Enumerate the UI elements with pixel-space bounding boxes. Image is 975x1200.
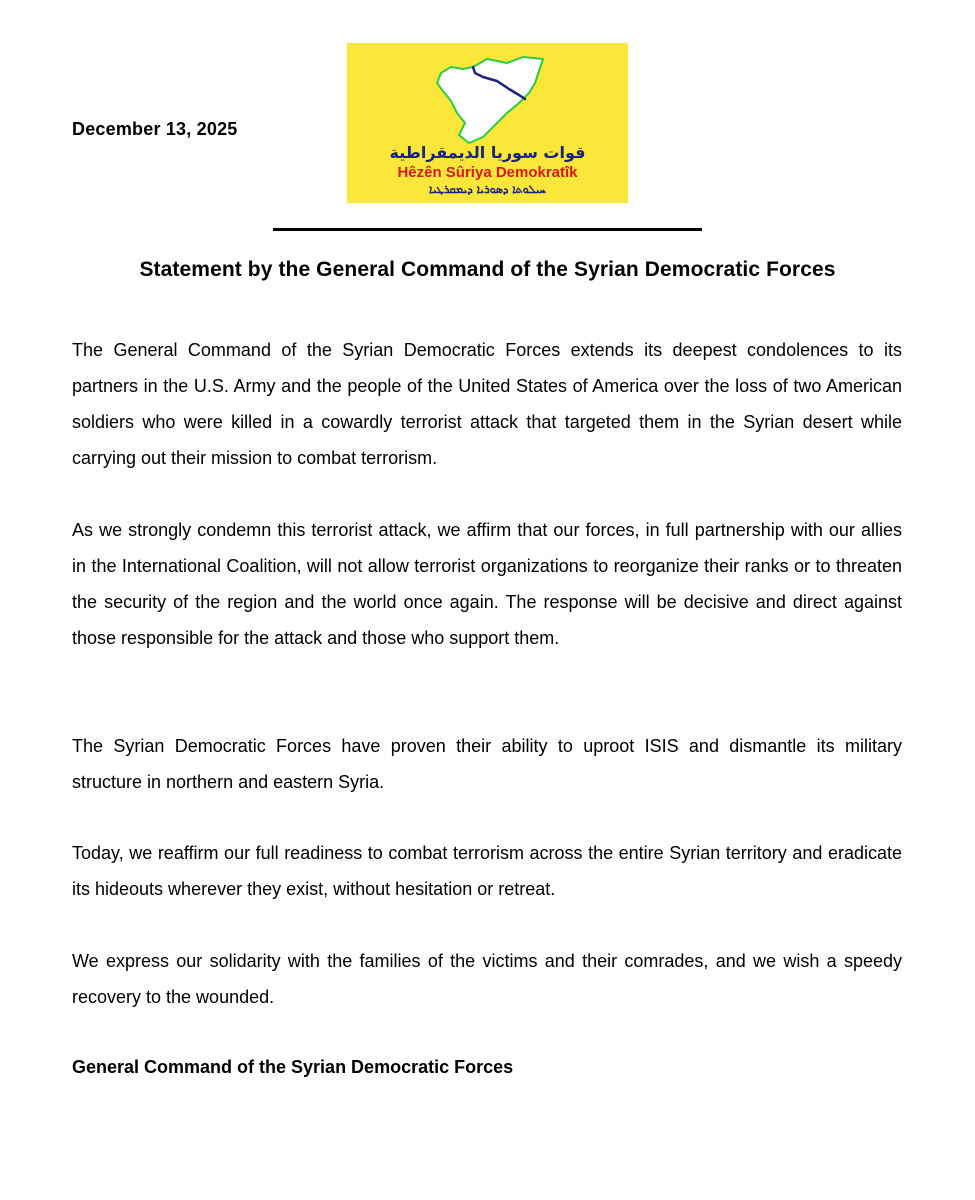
statement-date: December 13, 2025 bbox=[72, 119, 238, 139]
logo-kurdish-text: Hêzên Sûriya Demokratîk bbox=[397, 164, 578, 181]
document-title: Statement by the General Command of the Syrian Democratic Forces bbox=[139, 258, 836, 281]
paragraph-condemnation: As we strongly condemn this terrorist attack, we affirm that our forces, in full partnership with our allies in the International Coalition, will not allow terrorist organizations to reorganize their ranks or to threaten the security of the region and the world once again. The response will be decisive and direct against those responsible for the attack and those who support them. bbox=[72, 520, 902, 648]
paragraph-condolences: The General Command of the Syrian Democratic Forces extends its deepest condolences to its partners in the U.S. Army and the people of the United States of America over the loss of two American soldiers who were killed in a cowardly terrorist attack that targeted them in the Syrian desert while carrying out their mission to combat terrorism. bbox=[72, 340, 902, 468]
paragraph-solidarity: We express our solidarity with the families of the victims and their comrades, and we wish a speedy recovery to the wounded. bbox=[72, 951, 902, 1007]
paragraph-readiness: Today, we reaffirm our full readiness to combat terrorism across the entire Syrian territory and eradicate its hideouts wherever they exist, without hesitation or retreat. bbox=[72, 843, 902, 899]
logo-syriac-text: ܚܝܠܘܬܐ ܕܣܘܪܝܐ ܕܝܡܩܪܛܝܐ bbox=[429, 183, 546, 196]
logo-arabic-text: قوات سوريا الديمقراطية bbox=[389, 143, 586, 162]
header-divider bbox=[273, 228, 702, 231]
paragraph-proven-ability: The Syrian Democratic Forces have proven their ability to uproot ISIS and dismantle its military structure in northern and eastern Syria. bbox=[72, 736, 902, 792]
signature: General Command of the Syrian Democratic Forces bbox=[72, 1057, 514, 1077]
sdf-logo bbox=[347, 43, 628, 203]
